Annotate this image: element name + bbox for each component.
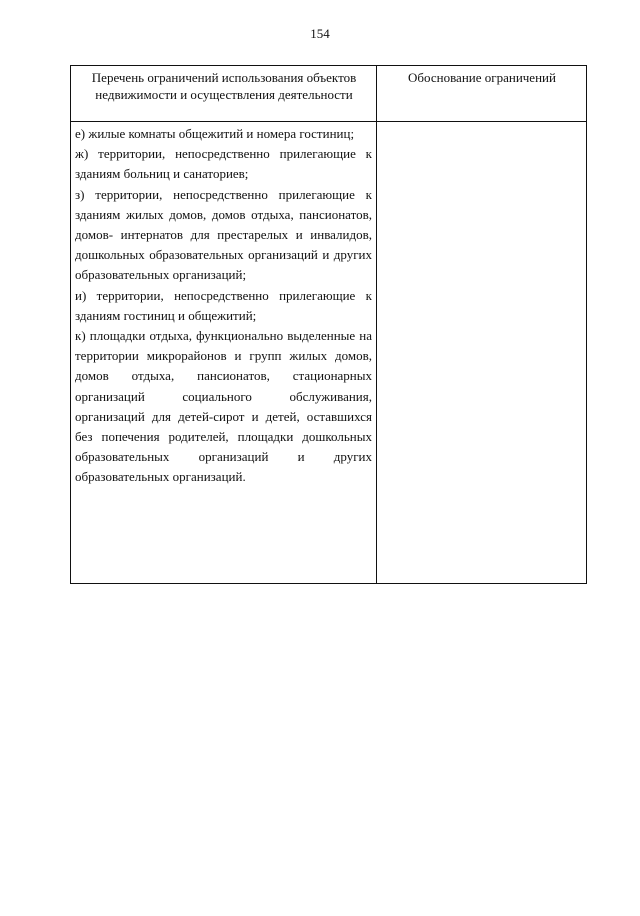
restriction-item-z: з) территории, непосредственно прилегающие к зданиям жилых домов, домов отдыха, пансионатов, домов- интернатов для престарелых и инвалидов, дошкольных образовательных организаций и других образовательных организаций; bbox=[75, 186, 372, 283]
restriction-item-e: е) жилые комнаты общежитий и номера гостиниц; bbox=[75, 126, 355, 141]
header-restrictions-list: Перечень ограничений использования объектов недвижимости и осуществления деятельности bbox=[91, 70, 357, 102]
header-divider bbox=[71, 121, 586, 122]
restrictions-cell bbox=[75, 124, 372, 488]
restriction-item-k: к) площадки отдыха, функционально выделенные на территории микрорайонов и групп жилых домов, домов отдыха, пансионатов, стационарных организаций социального обслуживания, организаций для детей-сирот и детей, оставшихся без попечения родителей, площадки дошкольных образовательных организаций и других образовательных организаций. bbox=[75, 328, 372, 485]
page-number: 154 bbox=[310, 26, 330, 41]
column-divider bbox=[376, 66, 377, 583]
header-justification: Обоснование ограничений bbox=[408, 70, 556, 85]
restriction-item-zh: ж) территории, непосредственно прилегающие к зданиям больниц и санаториев; bbox=[75, 146, 372, 182]
restrictions-table bbox=[70, 65, 587, 584]
restriction-item-i: и) территории, непосредственно прилегающие к зданиям гостиниц и общежитий; bbox=[75, 287, 372, 323]
